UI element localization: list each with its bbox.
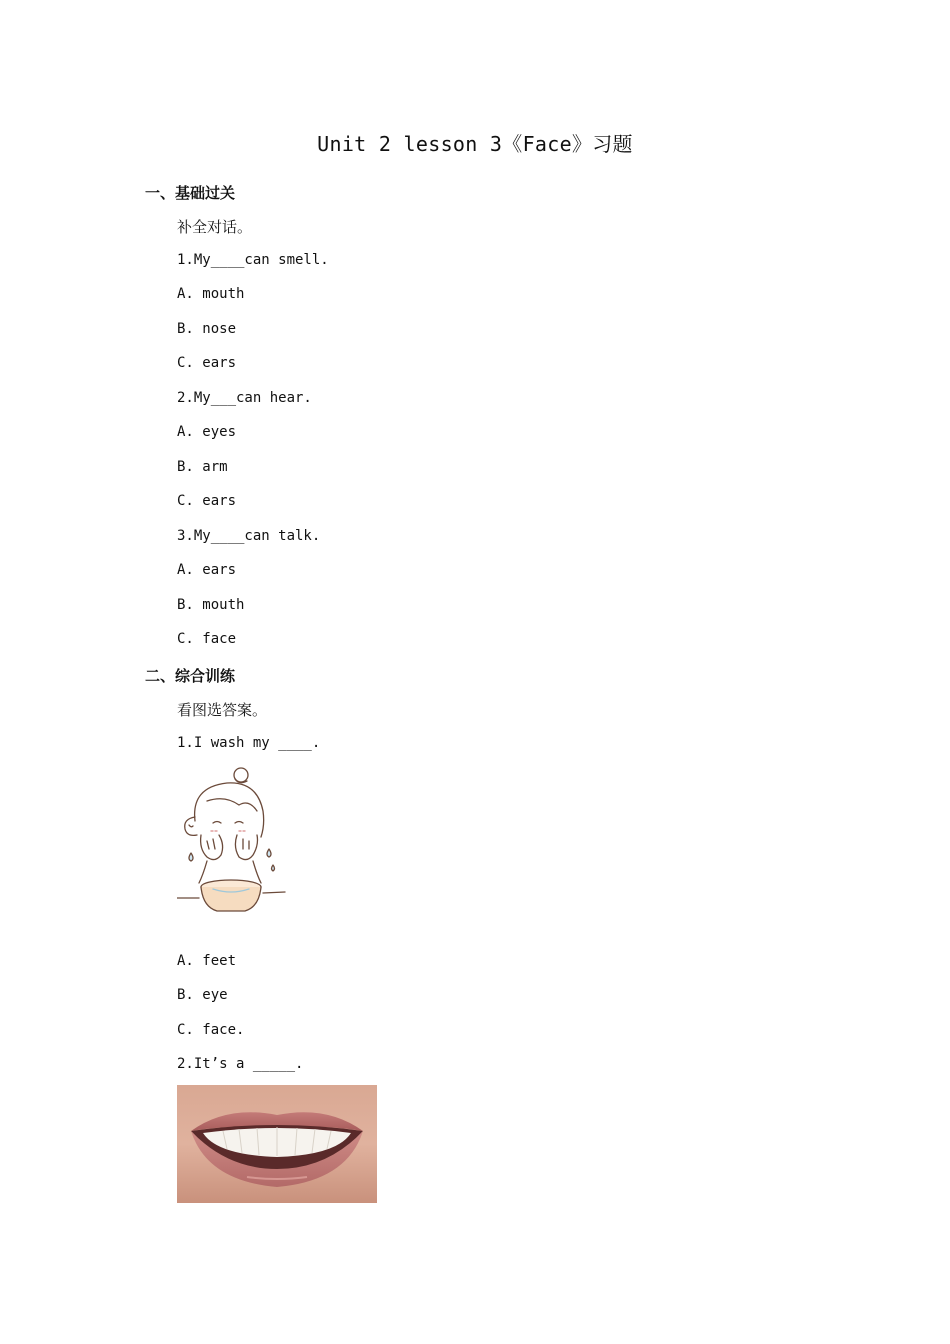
s1-q2-stem: 2.My___can hear. (177, 390, 312, 406)
s1-q2-option-a: A. eyes (177, 424, 237, 440)
section1-heading: 一、基础过关 (145, 184, 236, 202)
s1-q1-stem: 1.My____can smell. (177, 252, 329, 268)
s1-q2-option-b: B. arm (177, 459, 228, 475)
section1-instruction: 补全对话。 (177, 218, 253, 236)
s2-q2-stem: 2.It’s a _____. (177, 1056, 304, 1072)
s2-q1-option-c: C. face. (177, 1022, 245, 1038)
page-title: Unit 2 lesson 3《Face》习题 (317, 132, 633, 156)
girl-washing-face-illustration (177, 765, 289, 920)
s1-q3-option-b: B. mouth (177, 597, 245, 613)
section2-instruction: 看图选答案。 (177, 701, 268, 719)
s2-q1-option-b: B. eye (177, 987, 228, 1003)
s1-q1-option-c: C. ears (177, 355, 237, 371)
section2-heading: 二、综合训练 (145, 667, 236, 685)
s2-q1-option-a: A. feet (177, 953, 237, 969)
s2-q1-stem: 1.I wash my ____. (177, 735, 321, 751)
s1-q1-option-a: A. mouth (177, 286, 245, 302)
s1-q3-option-a: A. ears (177, 562, 237, 578)
smiling-mouth-photo (177, 1085, 377, 1203)
s1-q3-stem: 3.My____can talk. (177, 528, 321, 544)
s1-q1-option-b: B. nose (177, 321, 237, 337)
s1-q3-option-c: C. face (177, 631, 237, 647)
s1-q2-option-c: C. ears (177, 493, 237, 509)
